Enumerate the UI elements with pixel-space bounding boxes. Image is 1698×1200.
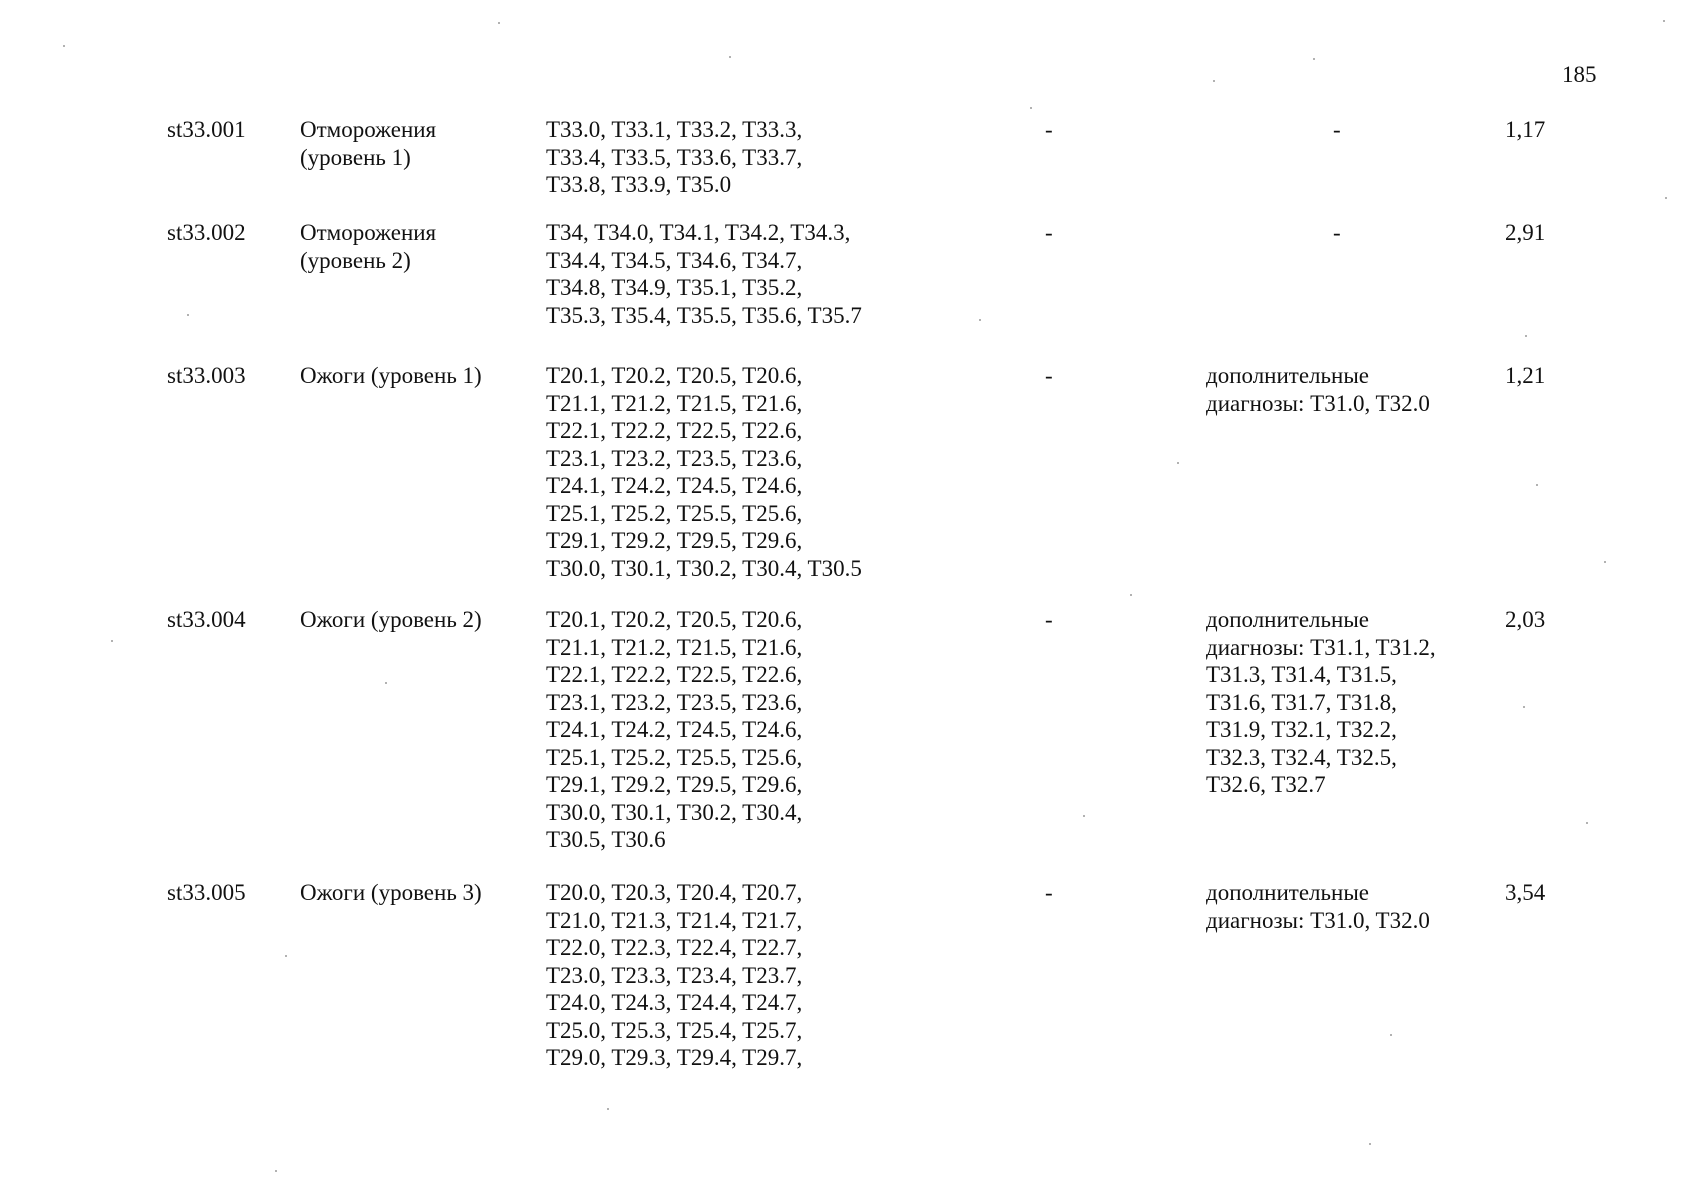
row-diagnoses <box>546 219 976 329</box>
scan-speck <box>979 319 981 321</box>
scan-speck <box>1213 80 1215 82</box>
row-code: st33.005 <box>167 880 246 905</box>
row-code: st33.003 <box>167 363 246 388</box>
row-name-line: Ожоги (уровень 1) <box>300 363 482 388</box>
diagnosis-line: T29.0, T29.3, T29.4, T29.7, <box>546 1045 803 1070</box>
row-name-line: Отморожения <box>300 117 437 142</box>
row-extra <box>1206 879 1476 934</box>
row-coefficient: 1,17 <box>1505 117 1546 142</box>
extra-line: T31.6, T31.7, T31.8, <box>1206 689 1397 715</box>
diagnosis-line: T20.1, T20.2, T20.5, T20.6, <box>546 607 803 632</box>
diagnosis-line: T30.5, T30.6 <box>546 827 666 852</box>
row-diagnoses <box>546 606 976 854</box>
row-diagnoses <box>546 362 976 582</box>
scan-speck <box>1177 462 1179 464</box>
diagnosis-line: T33.0, T33.1, T33.2, T33.3, <box>546 117 803 142</box>
extra-line: - <box>1333 220 1341 245</box>
row-extra <box>1206 362 1476 417</box>
diagnosis-line: T22.0, T22.3, T22.4, T22.7, <box>546 935 803 960</box>
scan-speck <box>1083 815 1085 817</box>
row-name-line: (уровень 1) <box>300 144 411 170</box>
diagnosis-line: T30.0, T30.1, T30.2, T30.4, <box>546 799 803 825</box>
scan-speck <box>275 1170 277 1172</box>
row-name-line: (уровень 2) <box>300 247 411 273</box>
scan-speck <box>187 314 189 316</box>
row-code: st33.004 <box>167 607 246 632</box>
diagnosis-line: T21.1, T21.2, T21.5, T21.6, <box>546 390 803 416</box>
diagnosis-line: T34, T34.0, T34.1, T34.2, T34.3, <box>546 220 851 245</box>
page-number: 185 <box>1562 62 1597 87</box>
extra-line: дополнительные <box>1206 607 1369 632</box>
extra-line: T32.3, T32.4, T32.5, <box>1206 744 1397 770</box>
row-coefficient: 1,21 <box>1505 363 1546 388</box>
scan-speck <box>1665 197 1667 199</box>
diagnosis-line: T21.1, T21.2, T21.5, T21.6, <box>546 634 803 660</box>
diagnosis-line: T30.0, T30.1, T30.2, T30.4, T30.5 <box>546 555 862 581</box>
diagnosis-line: T34.4, T34.5, T34.6, T34.7, <box>546 247 803 273</box>
scan-speck <box>729 56 731 58</box>
diagnosis-line: T23.1, T23.2, T23.5, T23.6, <box>546 445 803 471</box>
row-code: st33.001 <box>167 117 246 142</box>
diagnosis-line: T23.1, T23.2, T23.5, T23.6, <box>546 689 803 715</box>
scan-speck <box>1525 335 1527 337</box>
row-col4: - <box>1045 363 1053 388</box>
row-name <box>300 362 540 390</box>
row-name <box>300 606 540 634</box>
diagnosis-line: T25.1, T25.2, T25.5, T25.6, <box>546 744 803 770</box>
diagnosis-line: T29.1, T29.2, T29.5, T29.6, <box>546 772 803 797</box>
scan-speck <box>1604 561 1606 563</box>
diagnosis-line: T25.0, T25.3, T25.4, T25.7, <box>546 1017 803 1043</box>
diagnosis-line: T33.4, T33.5, T33.6, T33.7, <box>546 144 803 170</box>
scan-speck <box>1313 58 1315 60</box>
row-coefficient: 2,03 <box>1505 607 1546 632</box>
diagnosis-line: T23.0, T23.3, T23.4, T23.7, <box>546 962 803 988</box>
diagnosis-line: T24.1, T24.2, T24.5, T24.6, <box>546 717 803 742</box>
diagnosis-line: T24.1, T24.2, T24.5, T24.6, <box>546 473 803 498</box>
diagnosis-line: T35.3, T35.4, T35.5, T35.6, T35.7 <box>546 302 862 328</box>
scan-speck <box>63 45 65 47</box>
row-extra <box>1333 219 1603 247</box>
extra-line: дополнительные <box>1206 363 1369 388</box>
row-name-line: Ожоги (уровень 2) <box>300 607 482 632</box>
scan-speck <box>1369 1143 1371 1145</box>
row-name <box>300 219 540 274</box>
scan-speck <box>1390 1034 1392 1036</box>
diagnosis-line: T33.8, T33.9, T35.0 <box>546 172 732 197</box>
diagnosis-line: T22.1, T22.2, T22.5, T22.6, <box>546 662 803 687</box>
scan-speck <box>1663 20 1665 22</box>
extra-line: T31.3, T31.4, T31.5, <box>1206 662 1397 687</box>
row-col4: - <box>1045 607 1053 632</box>
extra-line: T31.9, T32.1, T32.2, <box>1206 717 1397 742</box>
row-diagnoses <box>546 116 976 199</box>
scan-speck <box>1130 594 1132 596</box>
extra-line: диагнозы: T31.1, T31.2, <box>1206 634 1436 660</box>
row-diagnoses <box>546 879 976 1072</box>
diagnosis-line: T25.1, T25.2, T25.5, T25.6, <box>546 500 803 526</box>
scan-speck <box>385 682 387 684</box>
row-name <box>300 116 540 171</box>
row-code: st33.002 <box>167 220 246 245</box>
row-extra <box>1333 116 1603 144</box>
row-coefficient: 2,91 <box>1505 220 1546 245</box>
diagnosis-line: T21.0, T21.3, T21.4, T21.7, <box>546 907 803 933</box>
diagnosis-line: T20.0, T20.3, T20.4, T20.7, <box>546 880 803 905</box>
row-name <box>300 879 540 907</box>
row-coefficient: 3,54 <box>1505 880 1546 905</box>
diagnosis-line: T29.1, T29.2, T29.5, T29.6, <box>546 528 803 553</box>
row-name-line: Отморожения <box>300 220 437 245</box>
row-extra <box>1206 606 1476 799</box>
extra-line: - <box>1333 117 1341 142</box>
scan-speck <box>1523 706 1525 708</box>
scan-speck <box>607 1108 609 1110</box>
scan-speck <box>285 955 287 957</box>
diagnosis-line: T34.8, T34.9, T35.1, T35.2, <box>546 275 803 300</box>
row-col4: - <box>1045 220 1053 245</box>
diagnosis-line: T20.1, T20.2, T20.5, T20.6, <box>546 363 803 388</box>
row-name-line: Ожоги (уровень 3) <box>300 880 482 905</box>
extra-line: диагнозы: T31.0, T32.0 <box>1206 907 1430 933</box>
extra-line: дополнительные <box>1206 880 1369 905</box>
scan-speck <box>1030 107 1032 109</box>
row-col4: - <box>1045 117 1053 142</box>
scan-speck <box>111 640 113 642</box>
row-col4: - <box>1045 880 1053 905</box>
scan-speck <box>1536 484 1538 486</box>
scan-speck <box>1586 822 1588 824</box>
extra-line: диагнозы: T31.0, T32.0 <box>1206 390 1430 416</box>
diagnosis-line: T24.0, T24.3, T24.4, T24.7, <box>546 990 803 1015</box>
diagnosis-line: T22.1, T22.2, T22.5, T22.6, <box>546 418 803 443</box>
extra-line: T32.6, T32.7 <box>1206 772 1326 797</box>
scan-speck <box>498 22 500 24</box>
